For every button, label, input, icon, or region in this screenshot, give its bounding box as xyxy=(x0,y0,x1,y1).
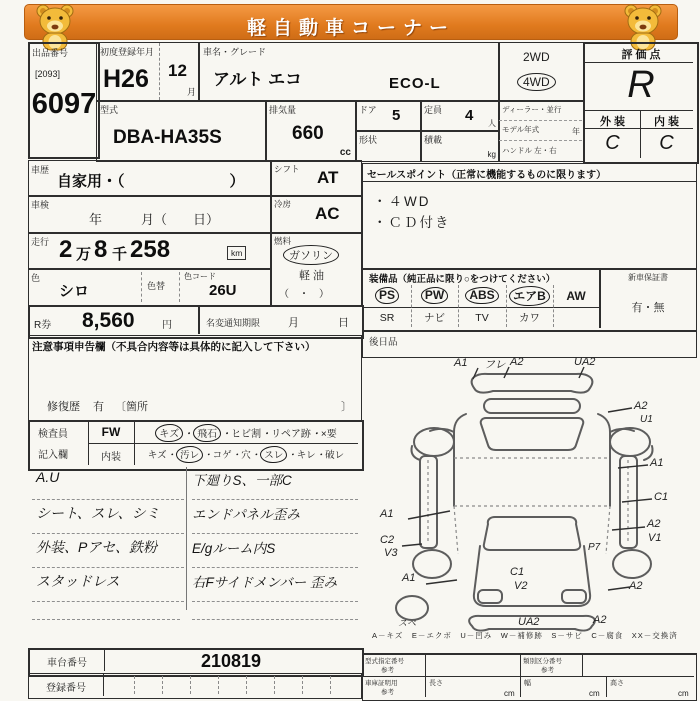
warranty-label: 新車保証書 xyxy=(628,273,668,282)
displacement-value: 660 xyxy=(292,123,324,144)
fuel-gasoline-circled: ガソリン xyxy=(283,245,339,265)
dealer-model-handle-box xyxy=(498,100,585,162)
reference-label: 参考 xyxy=(381,667,394,674)
banner-title: 軽自動車コーナー xyxy=(246,18,455,39)
separator: ・ xyxy=(287,450,297,461)
sales-point-item: ・４WD xyxy=(373,194,431,209)
inspector-label-1: 検査員 xyxy=(38,429,68,440)
handle-label: ハンドル 左・右 xyxy=(502,146,557,155)
damage-label: C1 xyxy=(654,491,669,503)
car-damage-diagram xyxy=(362,356,695,642)
model-year-label: モデル年式 xyxy=(502,125,540,134)
interior-label: 内 装 xyxy=(653,116,680,128)
load-label: 積載 xyxy=(424,135,443,145)
rticket-amount: 8,560 xyxy=(82,309,135,332)
handwritten-notes-area xyxy=(28,467,360,648)
equipment-cell: PS xyxy=(363,284,411,307)
chassis-number: 210819 xyxy=(200,651,262,671)
rticket-label: R券 xyxy=(34,320,52,331)
registration-month-cell xyxy=(159,43,199,100)
drive-4wd-circled: 4WD xyxy=(517,73,556,91)
defect-item: ヒビ割 xyxy=(231,429,262,440)
history-row xyxy=(28,160,272,197)
repair-history-label: 修復歴 xyxy=(47,401,80,413)
fw-label: FW xyxy=(101,425,121,439)
fw-defect-items xyxy=(134,422,358,443)
separator: ・ xyxy=(221,429,232,440)
history-label: 車歴 xyxy=(31,165,50,175)
inspector-label-2: 記入欄 xyxy=(38,450,68,461)
defect-item: 穴 xyxy=(241,450,251,461)
note-line: シート、スレ、シミ xyxy=(32,503,184,534)
car-name-label: 車名・グレード xyxy=(203,47,267,57)
damage-label: UA2 xyxy=(518,616,540,628)
registration-number-row xyxy=(28,673,362,699)
note-line: エンドパネル歪み xyxy=(192,503,358,534)
reference-label: 参考 xyxy=(381,689,394,696)
color-change-label: 色替 xyxy=(147,281,166,291)
damage-label: P7 xyxy=(588,542,601,553)
shape-box xyxy=(355,130,422,162)
color-label: 色 xyxy=(31,273,41,283)
separator: ・ xyxy=(166,450,177,461)
note-line: 右Fサイドメンバー 歪み xyxy=(192,571,358,602)
cm-unit: cm xyxy=(589,689,600,698)
inspection-value: 年 月（ 日） xyxy=(89,212,220,227)
notice-box xyxy=(28,335,362,422)
separator: ・ xyxy=(315,450,326,461)
damage-label: A1 xyxy=(380,508,394,520)
damage-label: V1 xyxy=(648,532,662,544)
fuel-paren: （ ・ ） xyxy=(279,289,329,300)
note-line: A.U xyxy=(32,469,184,500)
score-label: 評 価 点 xyxy=(621,49,661,61)
cm-unit: cm xyxy=(504,689,515,698)
shift-value: AT xyxy=(317,168,339,187)
equipment-cell: ABS xyxy=(458,284,506,307)
separator: ・ xyxy=(231,450,242,461)
auction-number-box xyxy=(28,42,100,159)
later-items-label: 後日品 xyxy=(369,337,398,348)
inspector-grid xyxy=(28,420,364,471)
defect-item: スレ xyxy=(260,446,287,463)
shift-cell xyxy=(270,160,362,197)
model-code-box xyxy=(96,100,267,162)
damage-label: A2 xyxy=(629,580,643,592)
equipment-cell: TV xyxy=(475,311,489,324)
equipment-box xyxy=(362,268,697,332)
inspection-label: 車検 xyxy=(31,200,50,210)
cm-unit: cm xyxy=(678,689,689,698)
empty-note-line xyxy=(32,607,180,620)
defect-item: キズ xyxy=(155,424,183,442)
damage-label: V3 xyxy=(384,547,398,559)
auction-sub-number: [2093] xyxy=(35,69,61,79)
damage-label: フレ xyxy=(484,359,506,371)
mileage-man-unit: 万 xyxy=(76,246,92,263)
separator: ・ xyxy=(250,450,261,461)
defect-item: リペア跡 xyxy=(271,429,311,440)
capacity-box xyxy=(420,100,500,132)
sales-points-title: セールスポイント（正常に機能するものに限ります） xyxy=(367,170,607,181)
month-unit: 月 xyxy=(186,87,196,97)
damage-label: C2 xyxy=(380,534,395,546)
damage-label: A2 xyxy=(510,356,524,368)
door-box xyxy=(355,100,422,132)
door-label: ドア xyxy=(359,105,377,115)
sales-points-box xyxy=(362,163,697,270)
defect-item: 汚レ xyxy=(176,446,203,463)
drive-2wd: 2WD xyxy=(523,50,550,64)
shape-label: 形状 xyxy=(359,135,378,145)
separator: ・ xyxy=(310,429,321,440)
capacity-value: 4 xyxy=(465,107,474,124)
km-unit: km xyxy=(227,246,246,260)
classification-label: 類別区分番号 xyxy=(523,658,562,665)
car-name-box xyxy=(198,42,500,102)
repair-history-value: 有 xyxy=(93,401,104,413)
damage-label: C1 xyxy=(510,566,525,578)
yen-unit: 円 xyxy=(162,320,172,331)
defect-item: ×要 xyxy=(320,429,337,440)
equipment-cell: PW xyxy=(411,284,458,307)
registration-month: 12 xyxy=(168,61,187,80)
equipment-title: 装備品（純正品に限り○をつけてください） xyxy=(369,274,556,285)
evaluation-score: R xyxy=(627,64,655,106)
defect-item: 破レ xyxy=(325,450,345,461)
damage-label: A1 xyxy=(402,572,416,584)
damage-label: A1 xyxy=(454,357,468,369)
capacity-unit: 人 xyxy=(488,119,496,128)
fuel-cell xyxy=(270,232,362,307)
fuel-diesel: 軽 油 xyxy=(299,270,325,282)
auction-number-label: 出品番号 xyxy=(32,48,69,58)
registration-year: H26 xyxy=(103,65,149,93)
note-line: E/gルーム内S xyxy=(192,537,358,568)
garage-cert-label: 車庫証明用 xyxy=(365,680,398,687)
damage-legend: A－キズ E－エクボ U－凹み W－補修跡 S－サビ C－腐食 XX－交換済 xyxy=(372,631,678,640)
damage-label: A1 xyxy=(650,457,664,469)
displacement-box xyxy=(265,100,357,162)
defect-item: キレ xyxy=(296,450,316,461)
shift-label: シフト xyxy=(274,164,300,174)
inspection-row xyxy=(28,195,272,234)
header-banner xyxy=(24,4,678,40)
damage-label: A2 xyxy=(634,400,648,412)
drive-type-box xyxy=(498,42,585,102)
model-designation-label: 型式指定番号 xyxy=(365,658,404,665)
exterior-score: C xyxy=(605,132,620,154)
history-value: 自家用・（ ） xyxy=(57,173,245,190)
separator: ・ xyxy=(183,429,194,440)
rticket-row xyxy=(28,305,364,339)
ac-cell xyxy=(270,195,362,234)
note-line: スタッドレス xyxy=(32,571,184,602)
chassis-number-label: 車台番号 xyxy=(47,658,87,669)
damage-label: スペ xyxy=(398,618,417,628)
auction-number: 6097 xyxy=(31,88,97,120)
grade: ECO-L xyxy=(389,75,441,92)
year-unit: 年 xyxy=(572,127,580,136)
exterior-label: 外 装 xyxy=(599,116,626,128)
ac-label: 冷房 xyxy=(274,199,292,209)
first-registration-box xyxy=(96,42,200,102)
warranty-value: 有・無 xyxy=(631,302,665,314)
defect-item: コゲ xyxy=(212,450,232,461)
equipment-cell xyxy=(553,307,599,328)
equipment-cell: ナビ xyxy=(424,312,445,324)
dealer-parallel-label: ディーラー・並行 xyxy=(502,105,562,114)
mileage-man-digit: 2 xyxy=(59,236,73,263)
color-code-label: 色コード xyxy=(184,272,216,281)
reference-label: 参考 xyxy=(541,667,554,674)
later-items-box xyxy=(362,330,697,358)
damage-label: A2 xyxy=(593,614,607,626)
fuel-label: 燃料 xyxy=(274,236,292,246)
interior-defect-items xyxy=(134,443,358,465)
capacity-label: 定員 xyxy=(424,105,443,115)
color-value: シロ xyxy=(59,283,90,300)
separator: ・ xyxy=(203,450,213,461)
door-count: 5 xyxy=(392,107,401,124)
car-name: アルト エコ xyxy=(213,70,303,89)
mileage-rest: 258 xyxy=(130,236,171,263)
equipment-cell: エアB xyxy=(506,284,553,307)
equipment-cell: カワ xyxy=(519,312,540,324)
equipment-cell: AW xyxy=(566,288,586,303)
ac-value: AC xyxy=(315,204,340,223)
color-row xyxy=(28,268,272,307)
notice-title: 注意事項申告欄（不具合内容等は具体的に記入して下さい） xyxy=(32,341,316,353)
separator: ・ xyxy=(261,429,272,440)
load-unit: kg xyxy=(487,150,496,159)
car-outline-drawing xyxy=(362,356,695,642)
mileage-sen-digit: 8 xyxy=(94,236,108,263)
interior-row-label: 内装 xyxy=(101,452,121,463)
width-label: 幅 xyxy=(524,680,531,687)
name-change-label: 名変通知期限 xyxy=(206,318,261,328)
bottom-right-grid xyxy=(362,653,697,701)
first-registration-label: 初度登録年月 xyxy=(100,47,155,57)
load-box xyxy=(420,130,500,162)
height-label: 高さ xyxy=(610,680,624,687)
note-line: 外装、Pアセ、鉄粉 xyxy=(32,537,184,568)
damage-label: A2 xyxy=(647,518,661,530)
month-field: 月 xyxy=(288,317,299,329)
displacement-label: 排気量 xyxy=(269,105,297,115)
displacement-unit: cc xyxy=(339,147,351,158)
empty-note-line xyxy=(192,607,358,620)
color-code-value: 26U xyxy=(209,282,237,299)
mileage-sen-unit: 千 xyxy=(112,246,128,263)
model-code-label: 型式 xyxy=(100,105,119,115)
repair-location-close: 〕 xyxy=(341,401,352,413)
damage-label: U1 xyxy=(640,414,653,425)
sales-points-header xyxy=(363,164,696,182)
damage-label: UA2 xyxy=(574,356,596,368)
sales-point-item: ・ＣＤ付き xyxy=(373,215,451,230)
defect-item: キズ xyxy=(147,450,167,461)
model-code: DBA-HA35S xyxy=(113,127,222,148)
repair-location-open: 〔箇所 xyxy=(115,401,148,413)
note-line: 下廻りS、一部C xyxy=(192,469,358,500)
mileage-label: 走行 xyxy=(31,237,50,247)
evaluation-score-box xyxy=(583,42,699,164)
length-label: 長さ xyxy=(429,680,443,687)
defect-item: 飛石 xyxy=(193,424,221,442)
mileage-row xyxy=(28,232,272,270)
interior-score: C xyxy=(659,132,674,154)
damage-label: V2 xyxy=(514,580,528,592)
registration-number-label: 登録番号 xyxy=(46,683,86,694)
equipment-cell: SR xyxy=(379,311,395,324)
day-field: 日 xyxy=(338,317,349,329)
